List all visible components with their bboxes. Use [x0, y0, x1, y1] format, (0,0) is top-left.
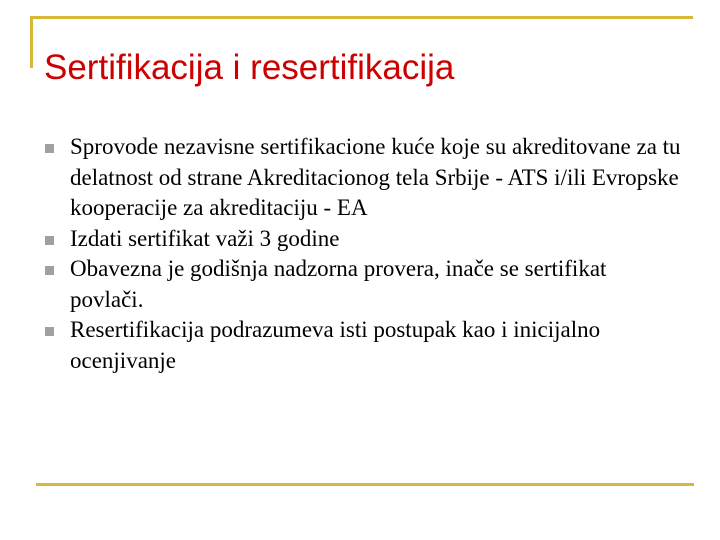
bullet-text: Resertifikacija podrazumeva isti postupak kao i inicijalno ocenjivanje: [70, 317, 601, 373]
bullet-item: [44, 132, 684, 224]
square-bullet-icon: [45, 327, 54, 336]
bullet-item: [44, 224, 684, 255]
bullet-text: Sprovode nezavisne sertifikacione kuće koje su akreditovane za tu delatnost od strane Akreditacionog tela Srbije - ATS i/ili Evropske kooperacije za akreditaciju - EA: [70, 134, 681, 220]
square-bullet-icon: [45, 144, 54, 153]
bullet-item: [44, 254, 684, 315]
slide-frame-left-line: [30, 16, 33, 68]
slide-frame-bottom-line: [36, 483, 694, 486]
square-bullet-icon: [45, 236, 54, 245]
bullet-list: [44, 132, 684, 376]
bullet-text: Obavezna je godišnja nadzorna provera, inače se sertifikat povlači.: [70, 256, 607, 312]
slide-frame-top-line: [30, 16, 693, 19]
slide-title: Sertifikacija i resertifikacija: [44, 48, 455, 87]
square-bullet-icon: [45, 266, 54, 275]
bullet-item: [44, 315, 684, 376]
bullet-text: Izdati sertifikat važi 3 godine: [70, 225, 340, 251]
